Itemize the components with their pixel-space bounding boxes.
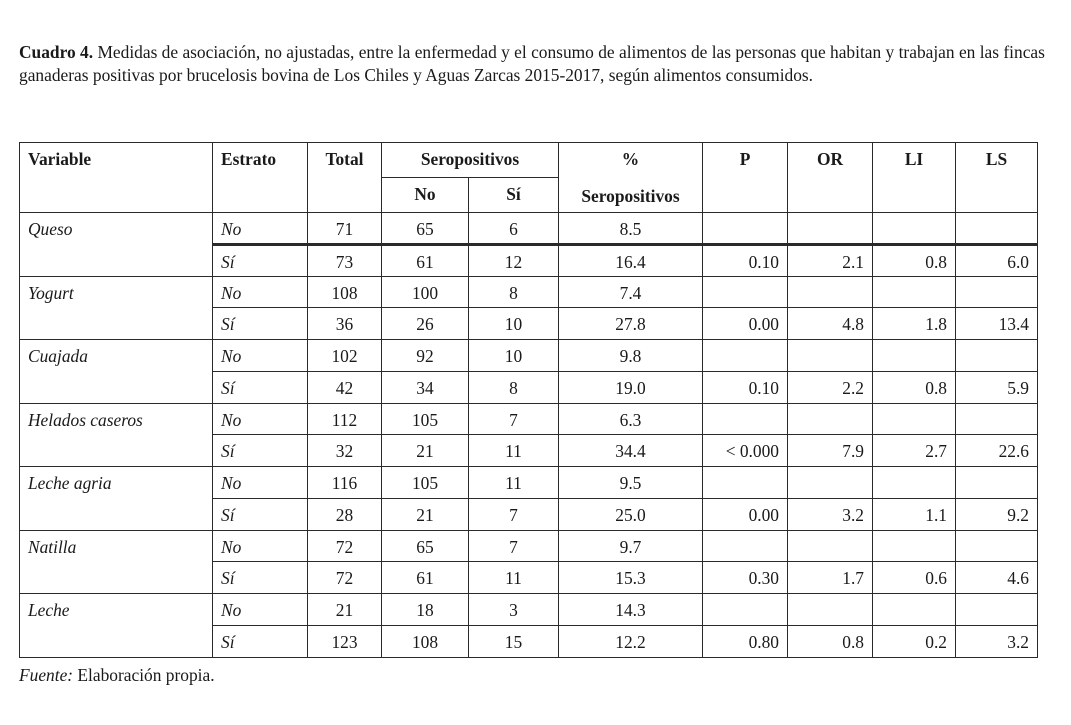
cell-p <box>703 340 788 372</box>
cell-total: 32 <box>308 435 382 467</box>
cell-percent: 6.3 <box>559 403 703 435</box>
cell-ls: 5.9 <box>956 371 1038 403</box>
header-row-1 <box>20 143 1038 178</box>
cell-percent: 16.4 <box>559 244 703 276</box>
cell-estrato: Sí <box>213 308 308 340</box>
cell-ls <box>956 530 1038 562</box>
header-estrato: Estrato <box>213 143 308 213</box>
cell-estrato: Sí <box>213 562 308 594</box>
cell-or: 1.7 <box>788 562 873 594</box>
cell-total: 71 <box>308 213 382 245</box>
cell-si: 11 <box>469 467 559 499</box>
cell-si: 11 <box>469 562 559 594</box>
cell-or <box>788 530 873 562</box>
cell-total: 112 <box>308 403 382 435</box>
caption-text: Medidas de asociación, no ajustadas, entre la enfermedad y el consumo de alimentos de las personas que habitan y trabajan en las fincas ganaderas positivas por brucelosis bovina de Los Chiles y Aguas Zarcas 2015-2017, según alimentos consumidos. <box>19 42 1045 85</box>
cell-si: 10 <box>469 308 559 340</box>
cell-si: 11 <box>469 435 559 467</box>
cell-or <box>788 403 873 435</box>
cell-li: 0.8 <box>873 244 956 276</box>
cell-ls: 13.4 <box>956 308 1038 340</box>
cell-p: < 0.000 <box>703 435 788 467</box>
cell-or <box>788 276 873 308</box>
cell-percent: 27.8 <box>559 308 703 340</box>
cell-total: 72 <box>308 562 382 594</box>
table-caption <box>19 41 1049 87</box>
cell-ls <box>956 213 1038 245</box>
header-percent-symbol: % <box>621 149 640 169</box>
cell-no: 34 <box>382 371 469 403</box>
cell-no: 65 <box>382 213 469 245</box>
caption-label: Cuadro 4. <box>19 42 94 62</box>
cell-p <box>703 403 788 435</box>
cell-or: 7.9 <box>788 435 873 467</box>
table-row <box>20 594 1038 626</box>
footer-label: Fuente: <box>19 665 74 685</box>
footer-text: Elaboración propia. <box>73 665 215 685</box>
cell-si: 7 <box>469 403 559 435</box>
cell-variable: Cuajada <box>20 340 213 404</box>
cell-percent: 34.4 <box>559 435 703 467</box>
cell-si: 7 <box>469 530 559 562</box>
cell-no: 61 <box>382 244 469 276</box>
cell-ls <box>956 276 1038 308</box>
cell-no: 21 <box>382 498 469 530</box>
cell-or: 2.1 <box>788 244 873 276</box>
cell-no: 65 <box>382 530 469 562</box>
table-row <box>20 276 1038 308</box>
cell-si: 15 <box>469 625 559 657</box>
cell-si: 10 <box>469 340 559 372</box>
cell-percent: 7.4 <box>559 276 703 308</box>
cell-p <box>703 594 788 626</box>
cell-no: 105 <box>382 403 469 435</box>
table-row <box>20 530 1038 562</box>
cell-total: 21 <box>308 594 382 626</box>
cell-li: 0.2 <box>873 625 956 657</box>
cell-p <box>703 213 788 245</box>
cell-percent: 25.0 <box>559 498 703 530</box>
cell-estrato: Sí <box>213 371 308 403</box>
data-table <box>19 142 1038 658</box>
cell-percent: 9.8 <box>559 340 703 372</box>
cell-ls <box>956 340 1038 372</box>
cell-ls: 4.6 <box>956 562 1038 594</box>
cell-or: 4.8 <box>788 308 873 340</box>
table-footer <box>19 665 215 686</box>
cell-no: 61 <box>382 562 469 594</box>
cell-li: 0.8 <box>873 371 956 403</box>
cell-total: 116 <box>308 467 382 499</box>
header-p: P <box>703 143 788 213</box>
cell-total: 72 <box>308 530 382 562</box>
cell-si: 12 <box>469 244 559 276</box>
table-row <box>20 467 1038 499</box>
cell-total: 36 <box>308 308 382 340</box>
cell-percent: 19.0 <box>559 371 703 403</box>
cell-li <box>873 594 956 626</box>
cell-percent: 14.3 <box>559 594 703 626</box>
cell-li <box>873 340 956 372</box>
cell-li <box>873 403 956 435</box>
header-li: LI <box>873 143 956 213</box>
cell-or <box>788 467 873 499</box>
cell-percent: 15.3 <box>559 562 703 594</box>
cell-ls: 6.0 <box>956 244 1038 276</box>
cell-estrato: No <box>213 530 308 562</box>
header-percent-label: Seropositivos <box>581 186 680 206</box>
cell-li: 1.1 <box>873 498 956 530</box>
cell-estrato: Sí <box>213 498 308 530</box>
cell-estrato: No <box>213 213 308 245</box>
cell-estrato: Sí <box>213 625 308 657</box>
cell-si: 6 <box>469 213 559 245</box>
header-total: Total <box>308 143 382 213</box>
cell-ls <box>956 403 1038 435</box>
header-ls: LS <box>956 143 1038 213</box>
cell-total: 108 <box>308 276 382 308</box>
cell-no: 108 <box>382 625 469 657</box>
header-variable: Variable <box>20 143 213 213</box>
header-si: Sí <box>469 178 559 213</box>
cell-ls: 3.2 <box>956 625 1038 657</box>
cell-total: 102 <box>308 340 382 372</box>
cell-or <box>788 594 873 626</box>
cell-no: 100 <box>382 276 469 308</box>
cell-si: 8 <box>469 276 559 308</box>
cell-li <box>873 213 956 245</box>
cell-or <box>788 340 873 372</box>
cell-percent: 12.2 <box>559 625 703 657</box>
header-percent <box>559 143 703 213</box>
cell-variable: Leche <box>20 594 213 658</box>
cell-variable: Leche agria <box>20 467 213 531</box>
cell-estrato: No <box>213 276 308 308</box>
cell-si: 8 <box>469 371 559 403</box>
cell-total: 28 <box>308 498 382 530</box>
cell-no: 105 <box>382 467 469 499</box>
cell-li: 1.8 <box>873 308 956 340</box>
cell-p <box>703 276 788 308</box>
cell-p: 0.00 <box>703 498 788 530</box>
cell-p: 0.10 <box>703 371 788 403</box>
cell-si: 3 <box>469 594 559 626</box>
table-row <box>20 403 1038 435</box>
cell-ls: 9.2 <box>956 498 1038 530</box>
cell-or: 2.2 <box>788 371 873 403</box>
cell-li: 0.6 <box>873 562 956 594</box>
cell-estrato: No <box>213 467 308 499</box>
header-seropositivos: Seropositivos <box>382 143 559 178</box>
cell-p: 0.30 <box>703 562 788 594</box>
cell-percent: 8.5 <box>559 213 703 245</box>
cell-percent: 9.7 <box>559 530 703 562</box>
cell-no: 26 <box>382 308 469 340</box>
cell-or: 3.2 <box>788 498 873 530</box>
cell-or <box>788 213 873 245</box>
cell-ls <box>956 467 1038 499</box>
cell-variable: Queso <box>20 213 213 277</box>
cell-ls: 22.6 <box>956 435 1038 467</box>
cell-p <box>703 467 788 499</box>
cell-percent: 9.5 <box>559 467 703 499</box>
cell-p: 0.00 <box>703 308 788 340</box>
cell-estrato: No <box>213 403 308 435</box>
cell-or: 0.8 <box>788 625 873 657</box>
cell-estrato: Sí <box>213 435 308 467</box>
cell-total: 42 <box>308 371 382 403</box>
cell-variable: Helados caseros <box>20 403 213 467</box>
cell-ls <box>956 594 1038 626</box>
cell-li: 2.7 <box>873 435 956 467</box>
header-no: No <box>382 178 469 213</box>
cell-variable: Yogurt <box>20 276 213 340</box>
cell-variable: Natilla <box>20 530 213 594</box>
cell-estrato: No <box>213 340 308 372</box>
table-row <box>20 213 1038 245</box>
cell-p: 0.80 <box>703 625 788 657</box>
table-row <box>20 340 1038 372</box>
cell-p <box>703 530 788 562</box>
header-or: OR <box>788 143 873 213</box>
cell-li <box>873 467 956 499</box>
cell-li <box>873 276 956 308</box>
cell-no: 92 <box>382 340 469 372</box>
table-body <box>20 213 1038 658</box>
cell-total: 123 <box>308 625 382 657</box>
cell-estrato: Sí <box>213 244 308 276</box>
cell-li <box>873 530 956 562</box>
cell-p: 0.10 <box>703 244 788 276</box>
cell-no: 18 <box>382 594 469 626</box>
cell-si: 7 <box>469 498 559 530</box>
cell-estrato: No <box>213 594 308 626</box>
cell-no: 21 <box>382 435 469 467</box>
cell-total: 73 <box>308 244 382 276</box>
